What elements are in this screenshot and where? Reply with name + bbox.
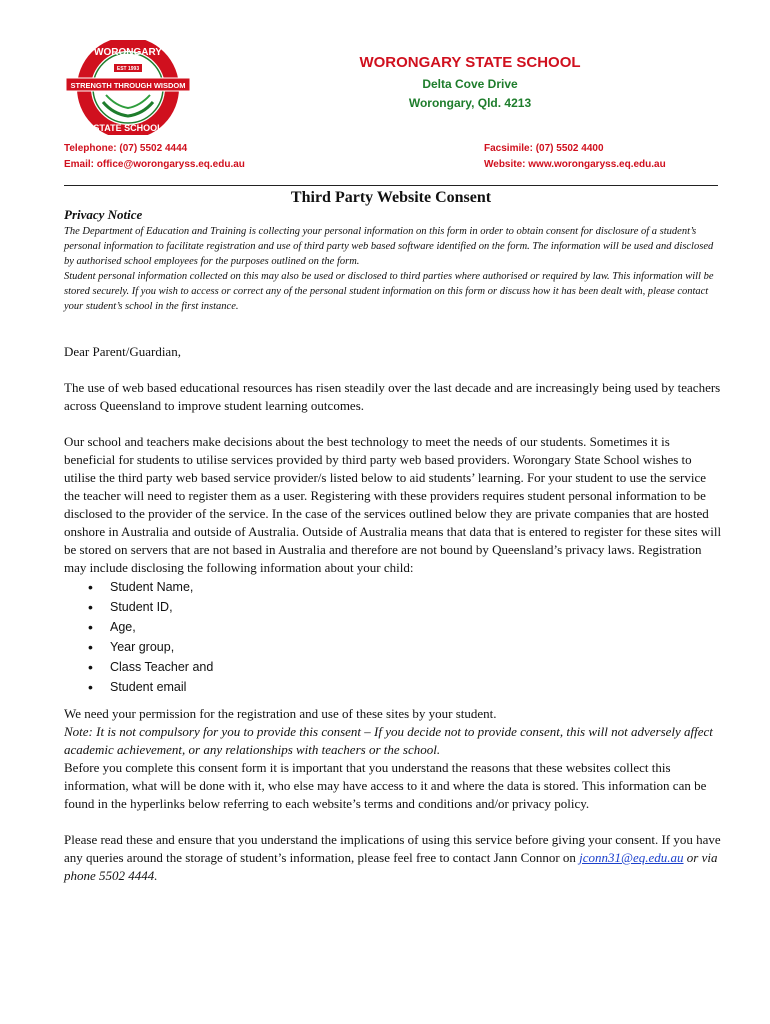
contact-right	[484, 141, 666, 173]
privacy-heading: Privacy Notice	[64, 207, 143, 222]
paragraph-4: Before you complete this consent form it is important that you understand the reasons that these websites collect this information, what will be done with it, who else may have access to it and where the data is stored. This information can be found in the hyperlinks below referring to each website’s terms and conditions and/or privacy policy.	[64, 760, 707, 811]
paragraph-5	[64, 831, 724, 885]
school-name: WORONGARY STATE SCHOOL	[359, 54, 581, 71]
document-title: Third Party Website Consent	[290, 189, 492, 206]
address-line-2: Worongary, Qld. 4213	[408, 96, 532, 110]
contact-left	[64, 141, 245, 173]
privacy-paragraph-2: Student personal information collected on this may also be used or disclosed to third parties where authorised or required by law. This information will be stored securely. If you wish to access or correct any of the personal student information on this form or discuss how it has been dealt with, please contact your student’s school in the first instance.	[64, 271, 714, 312]
logo-est: EST 1993	[116, 66, 140, 72]
paragraph-5-end: or via phone 5502 4444.	[64, 850, 718, 883]
list-item: • Age,	[88, 617, 724, 637]
list-item: • Class Teacher and	[88, 657, 724, 677]
letter-body	[64, 343, 724, 885]
salutation: Dear Parent/Guardian,	[64, 344, 181, 359]
contact-email-link[interactable]: jconn31@eq.edu.au	[579, 850, 684, 865]
telephone: Telephone: (07) 5502 4444	[64, 143, 188, 154]
facsimile: Facsimile: (07) 5502 4400	[484, 143, 604, 154]
list-item: • Student Name,	[88, 577, 724, 597]
logo-motto: STRENGTH THROUGH WISDOM	[70, 81, 186, 90]
note: Note: It is not compulsory for you to provide this consent – If you decide not to provide consent, this will not adversely affect academic achievement, or any relationships with teachers or the school.	[64, 724, 713, 757]
header-divider	[64, 185, 718, 186]
paragraph-3: We need your permission for the registration and use of these sites by your student.	[64, 706, 497, 721]
privacy-paragraph-1: The Department of Education and Training is collecting your personal information on this form in order to obtain consent for disclosure of a student’s personal information to facilitate registration and use of third party web based software identified on the form. The information will be used and disclosed by authorised school employees for the purposes outlined on the form.	[64, 226, 714, 267]
info-list	[64, 577, 724, 697]
school-logo	[58, 40, 198, 135]
address-line-1: Delta Cove Drive	[422, 77, 518, 91]
website[interactable]: Website: www.worongaryss.eq.edu.au	[484, 159, 666, 170]
logo-top-text: WORONGARY	[94, 47, 162, 58]
logo-bottom-text: STATE SCHOOL	[93, 123, 163, 133]
paragraph-2: Our school and teachers make decisions about the best technology to meet the needs of our students. Sometimes it is beneficial for students to utilise services provided by third party web based providers. Worongary State School wishes to utilise the third party web based service provider/s listed below to aid students’ learning. For your student to use the service the teacher will need to register them as a user. Registering with these providers requires student personal information to be disclosed to the provider of the service. In the case of the services outlined below they are private companies that are hosted onshore in Australia and outside of Australia. Outside of Australia means that data that is entered to register for these sites will be stored on servers that are not based in Australia and therefore are not bound by Queensland’s privacy laws. Registration may include disclosing the following information about your child:	[64, 434, 722, 575]
list-item: • Student ID,	[88, 597, 724, 617]
school-header	[250, 54, 690, 113]
paragraph-1: The use of web based educational resources has risen steadily over the last decade and are increasingly being used by teachers across Queensland to improve student learning outcomes.	[64, 380, 721, 413]
paragraph-5-text: Please read these and ensure that you understand the implications of using this service before giving your consent. If you have any queries around the storage of student’s information, please feel free to contact Jann Connor on	[64, 832, 721, 865]
email[interactable]: Email: office@worongaryss.eq.edu.au	[64, 159, 245, 170]
list-item: • Year group,	[88, 637, 724, 657]
list-item: • Student email	[88, 677, 724, 697]
privacy-notice	[64, 224, 720, 314]
